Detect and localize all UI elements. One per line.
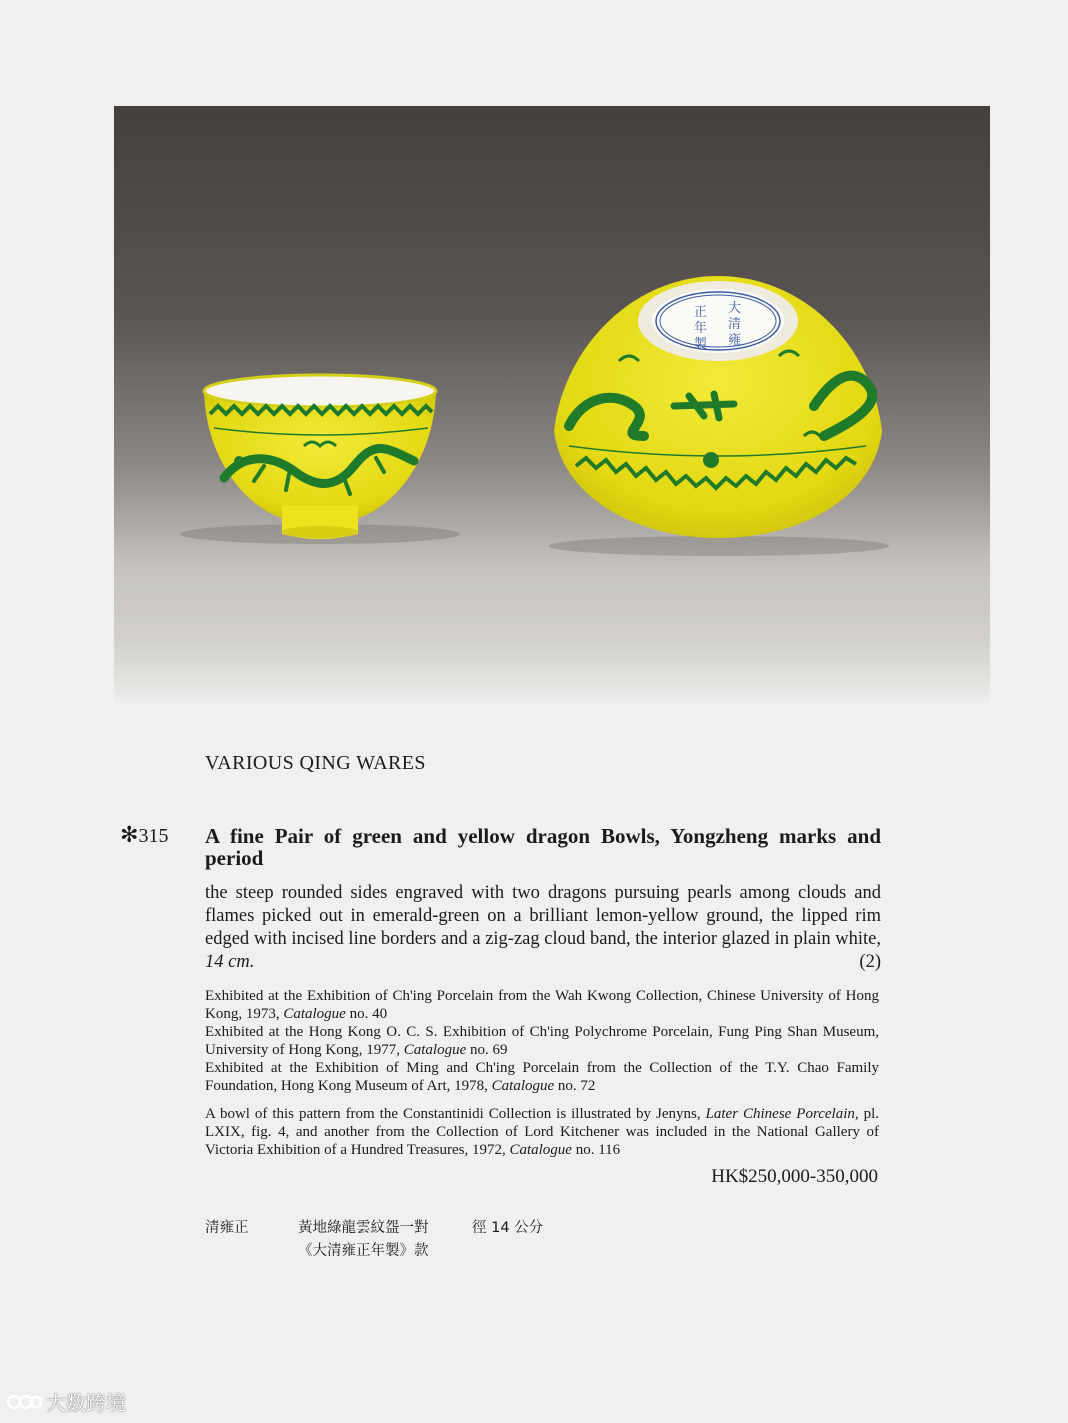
lot-title: A fine Pair of green and yellow dragon Bowls, Yongzheng marks and period (205, 824, 881, 870)
catalogue-label: Catalogue (403, 1042, 467, 1058)
watermark-logo-icon (6, 1391, 42, 1413)
literature-text-2: pl. LXIX, fig. 4, and another from the Collection of Lord Kitchener was included in the National Gallery of Victoria Exhibition of a Hundred Treasures, 1972, (205, 1106, 879, 1158)
catalogue-label: Catalogue (491, 1078, 555, 1094)
lot-quantity: (2) (859, 952, 881, 972)
exhibition-entry (205, 1059, 879, 1095)
chinese-period: 清雍正 (205, 1220, 249, 1236)
catalogue-ref: no. 72 (557, 1078, 596, 1094)
watermark (6, 1387, 126, 1416)
inverted-bowl (549, 276, 889, 556)
exhibition-history (205, 987, 879, 1095)
catalogue-ref: no. 116 (575, 1142, 621, 1158)
chinese-title: 黃地綠龍雲紋盌一對 (298, 1220, 429, 1236)
reign-mark-char-1: 大 (728, 301, 742, 316)
lot-number-value: 315 (138, 825, 169, 847)
section-title: VARIOUS QING WARES (205, 752, 426, 774)
reign-mark-char-5: 年 (694, 321, 708, 336)
product-photo (114, 106, 990, 706)
reign-mark-char-4: 正 (694, 305, 708, 320)
book-title: Later Chinese Porcelain, (705, 1106, 859, 1122)
lot-number (120, 823, 168, 848)
literature-text: A bowl of this pattern from the Constantinidi Collection is illustrated by Jenyns, (205, 1106, 701, 1122)
catalogue-label: Catalogue (509, 1142, 572, 1158)
reign-mark-char-3: 雍 (728, 333, 742, 348)
reign-mark-char-2: 清 (728, 317, 742, 332)
lot-description (205, 882, 881, 974)
import-star-icon: ✻ (120, 823, 139, 848)
chinese-size: 徑 14 公分 (472, 1220, 544, 1236)
exhibition-text: Exhibited at the Exhibition of Ming and Ch'ing Porcelain from the Collection of the T.Y. Chao Family Foundation, Hong Kong Museum of Art, 1978, (205, 1060, 879, 1094)
exhibition-text: Exhibited at the Exhibition of Ch'ing Porcelain from the Wah Kwong Collection, Chinese University of Hong Kong, 1973, (205, 988, 879, 1022)
catalogue-label: Catalogue (283, 1006, 346, 1022)
exhibition-entry (205, 1023, 879, 1059)
watermark-text: 大数跨境 (46, 1391, 126, 1415)
bowls-illustration (114, 106, 990, 706)
chinese-mark: 《大清雍正年製》款 (298, 1243, 429, 1259)
literature-note (205, 1105, 879, 1159)
catalogue-ref: no. 69 (470, 1042, 508, 1058)
upright-bowl (180, 375, 460, 544)
exhibition-entry (205, 987, 879, 1023)
exhibition-text: Exhibited at the Hong Kong O. C. S. Exhibition of Ch'ing Polychrome Porcelain, Fung Ping Shan Museum, University of Hong Kong, 1977, (205, 1024, 879, 1058)
price-estimate: HK$250,000-350,000 (711, 1166, 878, 1187)
reign-mark-char-6: 製 (694, 337, 708, 352)
lot-size: 14 cm. (205, 952, 255, 972)
catalogue-ref: no. 40 (349, 1006, 388, 1022)
lot-description-text: the steep rounded sides engraved with two dragons pursuing pearls among clouds and flames picked out in emerald-green on a brilliant lemon-yellow ground, the lipped rim edged with incised line borders and a zig-zag cloud band, the interior glazed in plain white, (205, 883, 881, 949)
